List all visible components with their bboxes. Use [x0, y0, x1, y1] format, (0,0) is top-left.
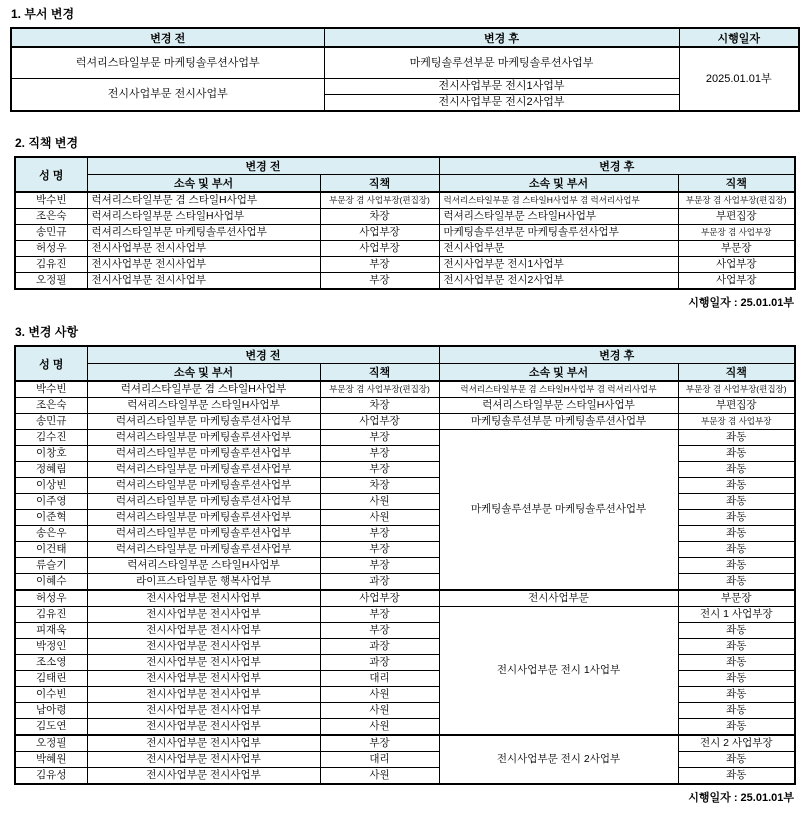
after-dept-cell: 전시사업부문 전시2사업부	[439, 273, 678, 290]
before-title-cell: 차장	[320, 209, 439, 225]
before-title-cell: 과장	[320, 655, 439, 671]
before-title-cell: 부장	[320, 558, 439, 574]
table-row	[15, 398, 795, 414]
after-title-cell: 좌동	[678, 430, 795, 446]
before-dept-cell: 전시사업부문 전시사업부	[87, 590, 320, 607]
before-dept-cell: 럭셔리스타일부문 마케팅솔루션사업부	[87, 462, 320, 478]
after-dept-cell: 전시사업부문 전시 1사업부	[439, 607, 678, 736]
before-dept-cell: 전시사업부문 전시사업부	[11, 79, 324, 112]
before-dept-cell: 럭셔리스타일부문 마케팅솔루션사업부	[87, 430, 320, 446]
after-title-cell: 부문장	[678, 241, 795, 257]
after-title-cell: 좌동	[678, 752, 795, 768]
name-cell: 송민규	[15, 225, 87, 241]
before-title-cell: 부장	[320, 273, 439, 290]
after-title-cell: 좌동	[678, 558, 795, 574]
name-cell: 박혜원	[15, 752, 87, 768]
before-dept-cell: 전시사업부문 전시사업부	[87, 639, 320, 655]
before-dept-cell: 전시사업부문 전시사업부	[87, 719, 320, 736]
before-dept-cell: 전시사업부문 전시사업부	[87, 687, 320, 703]
name-cell: 오정필	[15, 735, 87, 752]
before-dept-cell: 럭셔리스타일부문 겸 스타일H사업부	[87, 192, 320, 209]
name-cell: 박수빈	[15, 381, 87, 398]
after-title-cell: 좌동	[678, 478, 795, 494]
after-title-cell: 사업부장	[678, 273, 795, 290]
after-title-cell: 좌동	[678, 542, 795, 558]
before-title-cell: 부장	[320, 623, 439, 639]
after-dept-cell: 전시사업부문 전시1사업부	[439, 257, 678, 273]
name-cell: 이상빈	[15, 478, 87, 494]
col-header-after-dept: 소속 및 부서	[439, 364, 678, 382]
before-title-cell: 사원	[320, 768, 439, 785]
col-header-name: 성 명	[15, 346, 87, 381]
after-title-cell: 좌동	[678, 494, 795, 510]
table-row	[15, 703, 795, 719]
after-title-cell: 좌동	[678, 639, 795, 655]
table-row	[15, 558, 795, 574]
after-title-cell: 좌동	[678, 623, 795, 639]
name-cell: 송은우	[15, 526, 87, 542]
after-title-cell: 좌동	[678, 526, 795, 542]
name-cell: 김도연	[15, 719, 87, 736]
before-dept-cell: 전시사업부문 전시사업부	[87, 671, 320, 687]
before-title-cell: 부장	[320, 526, 439, 542]
before-title-cell: 차장	[320, 478, 439, 494]
name-cell: 허성우	[15, 590, 87, 607]
before-title-cell: 과장	[320, 639, 439, 655]
name-cell: 이혜수	[15, 574, 87, 591]
before-title-cell: 부장	[320, 607, 439, 623]
after-dept-cell: 마케팅솔루션부문 마케팅솔루션사업부	[439, 430, 678, 591]
name-cell: 이수빈	[15, 687, 87, 703]
title-change-title: 2. 직책 변경	[15, 136, 79, 150]
section-title-change	[0, 136, 809, 310]
table-row	[15, 241, 795, 257]
name-cell: 박정인	[15, 639, 87, 655]
before-title-cell: 대리	[320, 671, 439, 687]
before-dept-cell: 전시사업부문 전시사업부	[87, 241, 320, 257]
table-header-row	[11, 28, 799, 47]
dept-change-title: 1. 부서 변경	[11, 7, 75, 21]
table-row	[15, 462, 795, 478]
before-title-cell: 사원	[320, 687, 439, 703]
col-header-after: 변경 후	[439, 346, 795, 364]
change-details-table	[14, 345, 796, 785]
after-title-cell: 좌동	[678, 462, 795, 478]
before-dept-cell: 전시사업부문 전시사업부	[87, 768, 320, 785]
after-title-cell: 좌동	[678, 768, 795, 785]
table-header-row	[15, 364, 795, 382]
table-row	[15, 209, 795, 225]
after-title-cell: 전시 1 사업부장	[678, 607, 795, 623]
table-row	[15, 526, 795, 542]
name-cell: 피재욱	[15, 623, 87, 639]
before-title-cell: 부장	[320, 257, 439, 273]
col-header-after: 변경 후	[439, 157, 795, 175]
before-title-cell: 차장	[320, 398, 439, 414]
col-header-before-dept: 소속 및 부서	[87, 175, 320, 193]
table-row	[15, 381, 795, 398]
before-title-cell: 부문장 겸 사업부장(편집장)	[320, 192, 439, 209]
table-row	[15, 494, 795, 510]
before-title-cell: 사원	[320, 510, 439, 526]
before-dept-cell: 럭셔리스타일부문 마케팅솔루션사업부	[87, 446, 320, 462]
before-dept-cell: 전시사업부문 전시사업부	[87, 273, 320, 290]
table-row	[15, 574, 795, 591]
table-header-row	[15, 157, 795, 175]
after-dept-cell: 럭셔리스타일부문 겸 스타일H사업부 겸 럭셔리사업부	[439, 192, 678, 209]
before-dept-cell: 전시사업부문 전시사업부	[87, 655, 320, 671]
before-title-cell: 대리	[320, 752, 439, 768]
after-dept-cell: 럭셔리스타일부문 스타일H사업부	[439, 209, 678, 225]
before-dept-cell: 럭셔리스타일부문 마케팅솔루션사업부	[87, 478, 320, 494]
before-dept-cell: 전시사업부문 전시사업부	[87, 735, 320, 752]
after-title-cell: 부문장 겸 사업부장(편집장)	[678, 192, 795, 209]
effective-date-cell: 2025.01.01부	[679, 47, 799, 111]
after-title-cell: 좌동	[678, 687, 795, 703]
after-title-cell: 전시 2 사업부장	[678, 735, 795, 752]
effective-date-note: 시행일자 : 25.01.01부	[688, 792, 794, 804]
col-header-after-dept: 소속 및 부서	[439, 175, 678, 193]
effective-date-note: 시행일자 : 25.01.01부	[688, 297, 794, 309]
col-header-before: 변경 전	[87, 346, 439, 364]
before-title-cell: 사원	[320, 703, 439, 719]
col-header-before-title: 직책	[320, 364, 439, 382]
table-row	[15, 510, 795, 526]
before-dept-cell: 럭셔리스타일부문 마케팅솔루션사업부	[11, 47, 324, 79]
after-title-cell: 부문장	[678, 590, 795, 607]
after-title-cell: 좌동	[678, 574, 795, 591]
before-dept-cell: 럭셔리스타일부문 마케팅솔루션사업부	[87, 542, 320, 558]
table-row	[15, 752, 795, 768]
name-cell: 이준혁	[15, 510, 87, 526]
table-row	[15, 735, 795, 752]
after-dept-cell: 전시사업부문 전시1사업부	[324, 79, 679, 95]
col-header-date: 시행일자	[679, 28, 799, 47]
before-dept-cell: 럭셔리스타일부문 마케팅솔루션사업부	[87, 414, 320, 430]
name-cell: 송민규	[15, 414, 87, 430]
table-header-row	[15, 175, 795, 193]
name-cell: 김유진	[15, 257, 87, 273]
name-cell: 박수빈	[15, 192, 87, 209]
after-title-cell: 부문장 겸 사업부장(편집장)	[678, 381, 795, 398]
section-dept-change	[0, 7, 809, 112]
table-row	[15, 671, 795, 687]
name-cell: 김유성	[15, 768, 87, 785]
table-row	[15, 590, 795, 607]
name-cell: 김유진	[15, 607, 87, 623]
table-row	[15, 225, 795, 241]
title-change-table	[14, 156, 796, 290]
table-row	[15, 687, 795, 703]
after-title-cell: 좌동	[678, 446, 795, 462]
before-dept-cell: 럭셔리스타일부문 스타일H사업부	[87, 558, 320, 574]
before-dept-cell: 럭셔리스타일부문 마케팅솔루션사업부	[87, 526, 320, 542]
after-title-cell: 부편집장	[678, 209, 795, 225]
before-dept-cell: 럭셔리스타일부문 마케팅솔루션사업부	[87, 225, 320, 241]
before-dept-cell: 전시사업부문 전시사업부	[87, 257, 320, 273]
after-title-cell: 사업부장	[678, 257, 795, 273]
col-header-before: 변경 전	[87, 157, 439, 175]
dept-change-table	[10, 27, 800, 112]
after-title-cell: 좌동	[678, 671, 795, 687]
after-dept-cell: 마케팅솔루션부문 마케팅솔루션사업부	[439, 225, 678, 241]
table-row	[15, 542, 795, 558]
before-title-cell: 사업부장	[320, 225, 439, 241]
table-row	[15, 192, 795, 209]
after-title-cell: 부문장 겸 사업부장	[678, 225, 795, 241]
before-dept-cell: 럭셔리스타일부문 마케팅솔루션사업부	[87, 494, 320, 510]
before-dept-cell: 전시사업부문 전시사업부	[87, 703, 320, 719]
name-cell: 류슬기	[15, 558, 87, 574]
before-dept-cell: 전시사업부문 전시사업부	[87, 623, 320, 639]
table-row	[15, 430, 795, 446]
before-dept-cell: 럭셔리스타일부문 스타일H사업부	[87, 398, 320, 414]
name-cell: 남아령	[15, 703, 87, 719]
name-cell: 정혜림	[15, 462, 87, 478]
col-header-after-title: 직책	[678, 175, 795, 193]
after-title-cell: 좌동	[678, 719, 795, 736]
col-header-before-title: 직책	[320, 175, 439, 193]
table-row	[15, 446, 795, 462]
name-cell: 오정필	[15, 273, 87, 290]
after-dept-cell: 전시사업부문	[439, 241, 678, 257]
name-cell: 김수진	[15, 430, 87, 446]
after-title-cell: 좌동	[678, 655, 795, 671]
col-header-name: 성 명	[15, 157, 87, 192]
before-title-cell: 부장	[320, 446, 439, 462]
table-row	[15, 768, 795, 785]
table-row	[15, 607, 795, 623]
after-dept-cell: 럭셔리스타일부문 스타일H사업부	[439, 398, 678, 414]
after-title-cell: 부편집장	[678, 398, 795, 414]
name-cell: 조은숙	[15, 209, 87, 225]
name-cell: 조소영	[15, 655, 87, 671]
after-dept-cell: 마케팅솔루션부문 마케팅솔루션사업부	[324, 47, 679, 79]
after-dept-cell: 마케팅솔루션부문 마케팅솔루션사업부	[439, 414, 678, 430]
before-dept-cell: 전시사업부문 전시사업부	[87, 752, 320, 768]
table-row	[15, 478, 795, 494]
col-header-before: 변경 전	[11, 28, 324, 47]
table-row	[15, 414, 795, 430]
table-row	[15, 257, 795, 273]
before-dept-cell: 전시사업부문 전시사업부	[87, 607, 320, 623]
table-row	[15, 655, 795, 671]
before-title-cell: 부장	[320, 430, 439, 446]
before-title-cell: 부장	[320, 542, 439, 558]
table-header-row	[15, 346, 795, 364]
before-title-cell: 과장	[320, 574, 439, 591]
after-title-cell: 좌동	[678, 703, 795, 719]
section-change-details	[0, 325, 809, 805]
col-header-after-title: 직책	[678, 364, 795, 382]
before-title-cell: 사원	[320, 719, 439, 736]
after-dept-cell: 전시사업부문 전시 2사업부	[439, 735, 678, 784]
table-row	[15, 719, 795, 736]
before-dept-cell: 럭셔리스타일부문 겸 스타일H사업부	[87, 381, 320, 398]
before-dept-cell: 라이프스타일부문 행복사업부	[87, 574, 320, 591]
after-title-cell: 좌동	[678, 510, 795, 526]
name-cell: 이창호	[15, 446, 87, 462]
table-row	[15, 273, 795, 290]
before-title-cell: 사원	[320, 494, 439, 510]
name-cell: 김태린	[15, 671, 87, 687]
name-cell: 조은숙	[15, 398, 87, 414]
table-row	[15, 639, 795, 655]
before-dept-cell: 럭셔리스타일부문 스타일H사업부	[87, 209, 320, 225]
col-header-after: 변경 후	[324, 28, 679, 47]
name-cell: 허성우	[15, 241, 87, 257]
col-header-before-dept: 소속 및 부서	[87, 364, 320, 382]
name-cell: 이건태	[15, 542, 87, 558]
before-title-cell: 사업부장	[320, 414, 439, 430]
after-dept-cell: 럭셔리스타일부문 겸 스타일H사업부 겸 럭셔리사업부	[439, 381, 678, 398]
after-title-cell: 부문장 겸 사업부장	[678, 414, 795, 430]
before-title-cell: 부장	[320, 462, 439, 478]
table-row	[15, 623, 795, 639]
before-title-cell: 사업부장	[320, 590, 439, 607]
name-cell: 이주영	[15, 494, 87, 510]
before-title-cell: 사업부장	[320, 241, 439, 257]
after-dept-cell: 전시사업부문 전시2사업부	[324, 95, 679, 112]
before-title-cell: 부문장 겸 사업부장(편집장)	[320, 381, 439, 398]
before-title-cell: 부장	[320, 735, 439, 752]
table-row	[11, 47, 799, 79]
after-dept-cell: 전시사업부문	[439, 590, 678, 607]
change-details-title: 3. 변경 사항	[15, 325, 79, 339]
before-dept-cell: 럭셔리스타일부문 마케팅솔루션사업부	[87, 510, 320, 526]
